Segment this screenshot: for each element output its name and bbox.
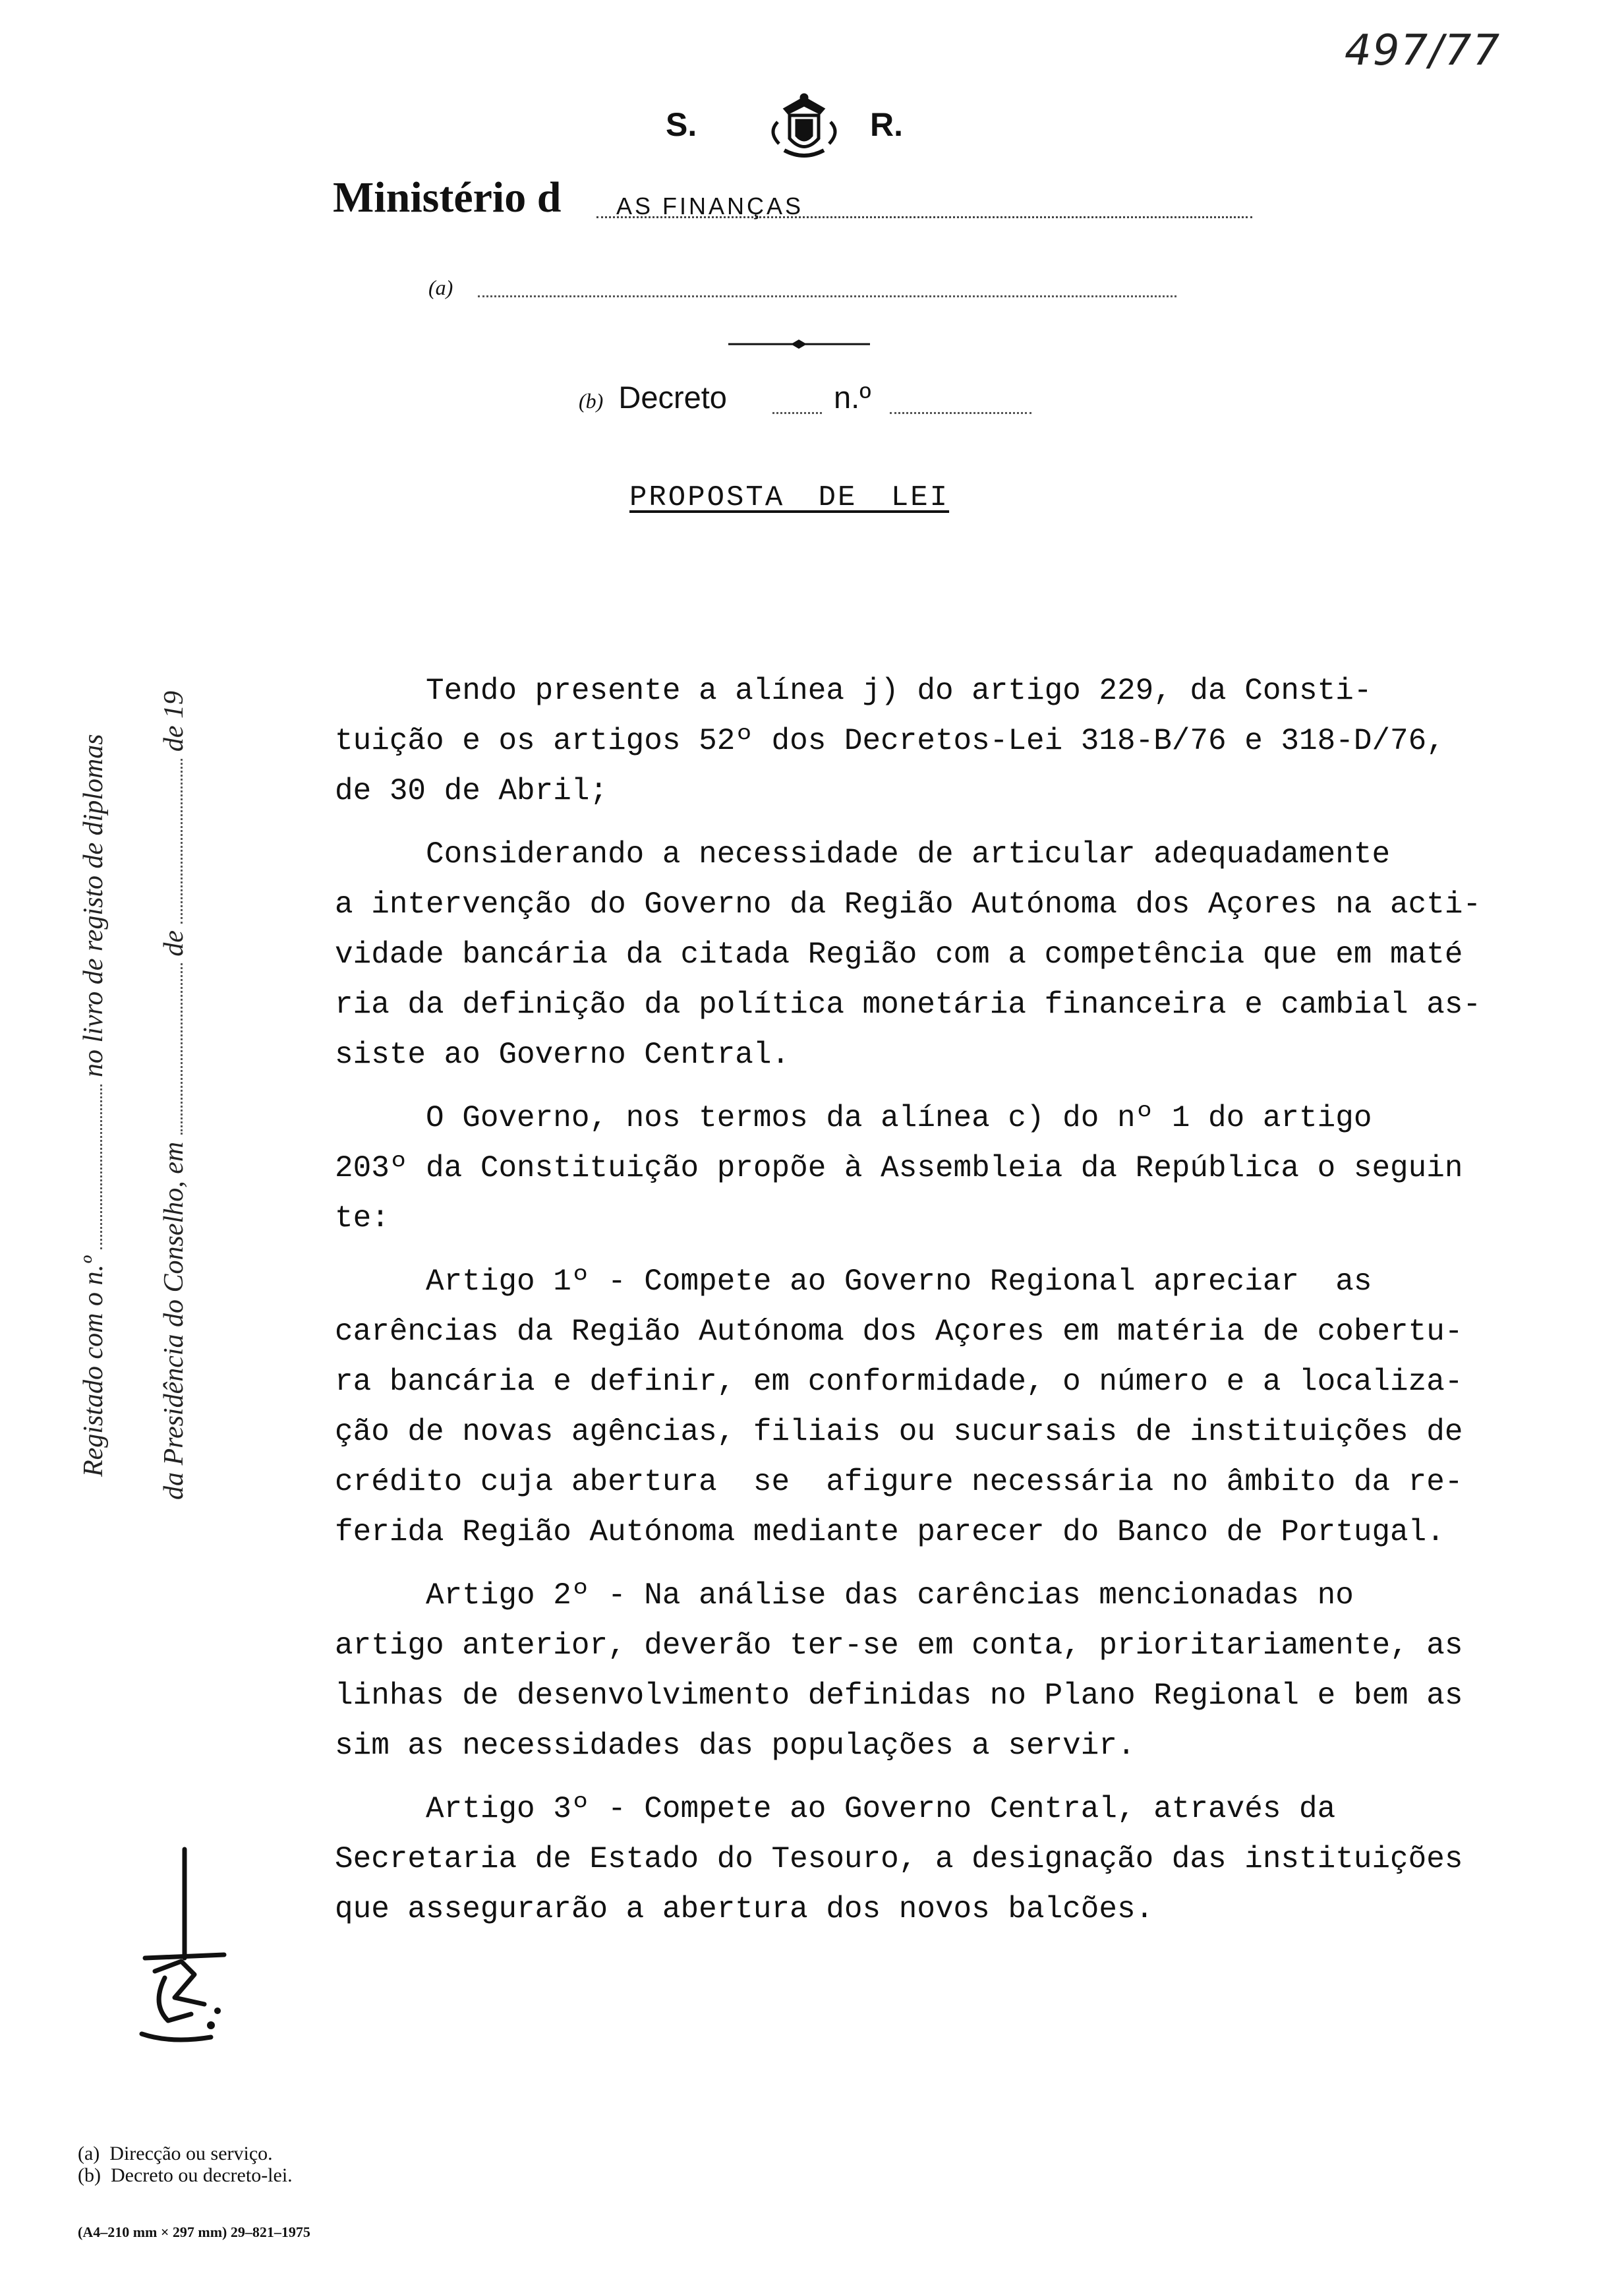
text-line: linhas de desenvolvimento definidas no Plano Regional e bem as <box>335 1679 1463 1713</box>
field-a-label: (a) <box>428 276 453 299</box>
margin-dotted-fill <box>100 1085 102 1249</box>
margin-registry-text-2: no livro de registo de diplomas <box>78 734 109 1078</box>
footnote-a: (a) Direcção ou serviço. <box>78 2143 273 2164</box>
text-line: ção de novas agências, filiais ou sucursais de instituições de <box>335 1415 1463 1449</box>
margin-registry-text-1: Registado com o n.º <box>78 1256 109 1477</box>
footnote-b: (b) Decreto ou decreto-lei. <box>78 2164 293 2186</box>
decree-prefix-label: (b) <box>579 389 604 413</box>
decree-number-dotted-line <box>890 412 1031 414</box>
document-body <box>335 666 1567 1947</box>
text-line: Artigo 3º - Compete ao Governo Central, através da <box>335 1792 1336 1826</box>
margin-registry-text-5: de 19 <box>159 690 189 752</box>
text-line: carências da Região Autónoma dos Açores em matéria de cobertu- <box>335 1315 1463 1349</box>
coat-of-arms-icon <box>765 92 844 165</box>
text-line: a intervenção do Governo da Região Autónoma dos Açores na acti- <box>335 887 1482 922</box>
footnotes <box>78 2143 293 2186</box>
handwritten-reference: 497/77 <box>1345 26 1501 75</box>
margin-registry-text-3: da Presidência do Conselho, em <box>159 1141 189 1500</box>
text-line: siste ao Governo Central. <box>335 1038 790 1072</box>
text-line: sim as necessidades das populações a servir. <box>335 1729 1136 1763</box>
field-a-dotted-line <box>478 295 1176 297</box>
state-header <box>666 92 956 165</box>
header-letter-r: R. <box>870 106 903 143</box>
text-line: que assegurarão a abertura dos novos balcões. <box>335 1892 1154 1926</box>
margin-dotted-fill <box>181 759 183 924</box>
text-line: crédito cuja abertura se afigure necessária no âmbito da re- <box>335 1465 1463 1499</box>
margin-dotted-fill <box>181 963 183 1135</box>
paragraph-preamble-1 <box>335 666 1567 816</box>
form-code: (A4–210 mm × 297 mm) 29–821–1975 <box>78 2224 310 2240</box>
text-line: Considerando a necessidade de articular adequadamente <box>335 837 1391 872</box>
document-title: PROPOSTA DE LEI <box>629 481 950 514</box>
text-line: Artigo 2º - Na análise das carências mencionadas no <box>335 1578 1354 1613</box>
ministry-prefix: Ministério d <box>333 173 562 222</box>
text-line: ferida Região Autónoma mediante parecer do Banco de Portugal. <box>335 1515 1445 1549</box>
text-line: tuição e os artigos 52º dos Decretos-Lei 318-B/76 e 318-D/76, <box>335 724 1445 758</box>
paragraph-proposal <box>335 1093 1567 1243</box>
decree-line <box>579 379 727 415</box>
decree-number-label: n.º <box>834 380 871 415</box>
text-line: ra bancária e definir, em conformidade, o número e a localiza- <box>335 1365 1463 1399</box>
text-line: O Governo, nos termos da alínea c) do nº 1 do artigo <box>335 1101 1372 1135</box>
text-line: de 30 de Abril; <box>335 774 608 808</box>
text-line: te: <box>335 1201 390 1235</box>
ministry-name: AS FINANÇAS <box>616 193 804 220</box>
text-line: vidade bancária da citada Região com a competência que em maté <box>335 937 1463 972</box>
text-line: Artigo 1º - Compete ao Governo Regional apreciar as <box>335 1264 1372 1299</box>
margin-registry-line-2 <box>158 577 190 1500</box>
margin-registry-text-4: de <box>159 930 189 957</box>
ornamental-divider <box>728 338 870 351</box>
header-letter-s: S. <box>666 106 697 143</box>
text-line: artigo anterior, deverão ter-se em conta, prioritariamente, as <box>335 1628 1463 1663</box>
paragraph-preamble-2 <box>335 829 1567 1080</box>
paragraph-article-3 <box>335 1784 1567 1934</box>
margin-registry-line-1 <box>78 567 109 1477</box>
text-line: Tendo presente a alínea j) do artigo 229, da Consti- <box>335 674 1372 708</box>
text-line: 203º da Constituição propõe à Assembleia da República o seguin <box>335 1151 1463 1185</box>
decree-label: Decreto <box>618 380 727 415</box>
text-line: Secretaria de Estado do Tesouro, a designação das instituições <box>335 1842 1463 1876</box>
decree-type-dotted-line <box>772 412 822 414</box>
text-line: ria da definição da política monetária financeira e cambial as- <box>335 988 1482 1022</box>
paragraph-article-1 <box>335 1257 1567 1557</box>
paragraph-article-2 <box>335 1570 1567 1771</box>
handwritten-signature-icon <box>132 1846 237 2057</box>
